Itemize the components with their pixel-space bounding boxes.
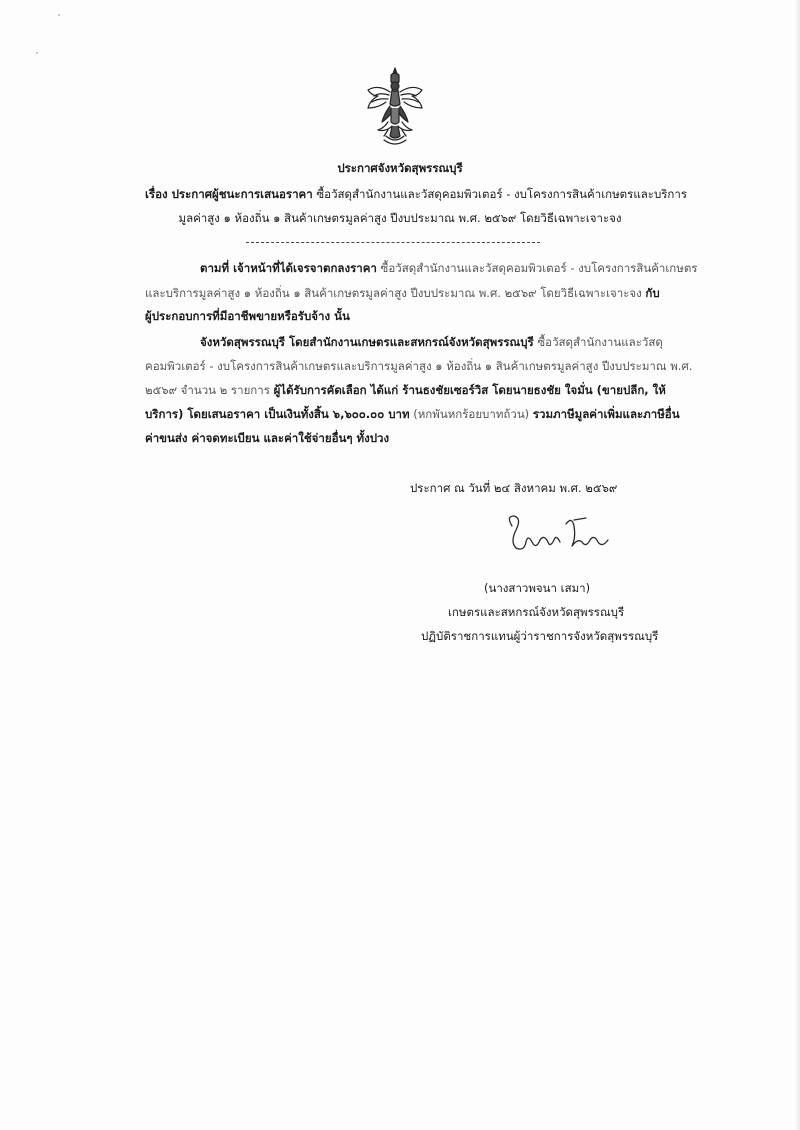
garuda-emblem-icon <box>364 66 426 148</box>
paragraph2-line3 <box>145 382 666 398</box>
subject-line-1 <box>145 186 687 202</box>
scan-speck <box>36 52 38 54</box>
p1-line2-text: และบริการมูลค่าสูง ๑ ห้องถิ่น ๑ สินค้าเกษตรมูลค่าสูง ปีงบประมาณ พ.ศ. ๒๕๖๙ โดยวิธีเฉพาะเจาะจง <box>145 286 642 300</box>
p1-lead: ตามที่ เจ้าหน้าที่ได้เจรจาตกลงราคา <box>200 261 377 275</box>
handwritten-signature <box>502 512 618 558</box>
subject-line-2: มูลค่าสูง ๑ ห้องถิ่น ๑ สินค้าเกษตรมูลค่าสูง ปีงบประมาณ พ.ศ. ๒๕๖๙ โดยวิธีเฉพาะเจาะจง <box>178 211 622 225</box>
separator-line <box>246 242 540 243</box>
subject-label: เรื่อง ประกาศผู้ชนะการเสนอราคา <box>145 187 313 201</box>
paragraph2-line2: คอมพิวเตอร์ - งบโครงการสินค้าเกษตรและบริการมูลค่าสูง ๑ ห้องถิ่น ๑ สินค้าเกษตรมูลค่าสูง ปีงบประมาณ พ.ศ. <box>145 359 693 373</box>
paragraph1-line3: ผู้ประกอบการที่มีอาชีพขายหรือรับจ้าง นั้น <box>145 309 350 323</box>
paragraph2-line5: ค่าขนส่ง ค่าจดทะเบียน และค่าใช้จ่ายอื่นๆ ทั้งปวง <box>145 431 390 445</box>
paragraph1-line2 <box>145 285 660 301</box>
subject-text-1: ซื้อวัสดุสำนักงานและวัสดุคอมพิวเตอร์ - งบโครงการสินค้าเกษตรและบริการ <box>316 187 688 201</box>
p2-line3-lead: ๒๕๖๙ จำนวน ๒ รายการ <box>145 383 270 397</box>
p1-line1-text: ซื้อวัสดุสำนักงานและวัสดุคอมพิวเตอร์ - งบโครงการสินค้าเกษตร <box>380 261 698 275</box>
p2-lead: จังหวัดสุพรรณบุรี โดยสำนักงานเกษตรและสหกรณ์จังหวัดสุพรรณบุรี <box>200 335 534 349</box>
p2-line4-lead: บริการ) โดยเสนอราคา เป็นเงินทั้งสิ้น ๖,๖๐๐.๐๐ บาท <box>145 407 410 421</box>
p2-line4-text: รวมภาษีมูลค่าเพิ่มและภาษีอื่น <box>532 407 680 421</box>
signer-position-1: เกษตรและสหกรณ์จังหวัดสุพรรณบุรี <box>448 605 625 619</box>
p2-line4-amount-words: (หกพันหกร้อยบาทถ้วน) <box>413 407 530 421</box>
paragraph2-line1 <box>200 334 663 350</box>
p2-line1-text: ซื้อวัสดุสำนักงานและวัสดุ <box>537 335 663 349</box>
document-title: ประกาศจังหวัดสุพรรณบุรี <box>337 161 463 175</box>
paragraph2-line4 <box>145 406 680 422</box>
signer-position-2: ปฏิบัติราชการแทนผู้ว่าราชการจังหวัดสุพรรณบุรี <box>421 629 659 643</box>
scan-speck <box>58 14 60 16</box>
announcement-date: ประกาศ ณ วันที่ ๒๔ สิงหาคม พ.ศ. ๒๕๖๙ <box>410 481 618 495</box>
signer-name: (นางสาวพจนา เสมา) <box>484 581 591 595</box>
paragraph1-line1 <box>200 260 698 276</box>
p2-line3-text: ผู้ได้รับการคัดเลือก ได้แก่ ร้านธงชัยเซอร์วิส โดยนายธงชัย ใจมั่น (ขายปลีก, ให้ <box>273 383 666 397</box>
p1-line2-end: กับ <box>645 286 660 300</box>
